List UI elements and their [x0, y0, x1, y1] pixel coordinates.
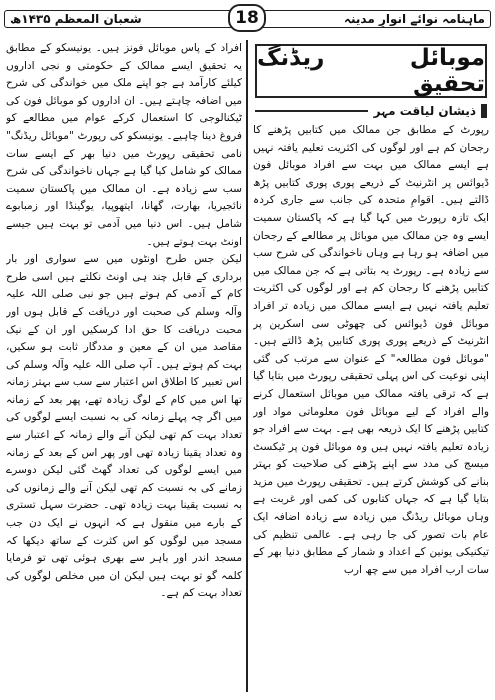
article-title: موبائل ریڈنگ تحقیق: [257, 45, 485, 97]
author-name: ذیشان لیاقت مہر: [373, 104, 476, 118]
page-number: 18: [228, 4, 266, 32]
right-column: [253, 40, 489, 695]
column-divider: [246, 40, 248, 692]
article-paragraph: افراد کے پاس موبائل فونز ہیں۔ یونیسکو کے مطابق یہ تحقیق ایسے ممالک کے حکومتی و نجی اداروں کیلئے کارآمد ہے جو اپنے ملک میں خواندگی کی شرح میں اضافہ چاہتے ہیں۔ ان اداروں کو موبائل فون کی ٹیکنالوجی کا استعمال کرکے عوام میں مطالعے کو فروغ دینا چاہیے۔ یونیسکو کی رپورٹ "موبائل ریڈنگ" نامی تحقیقی رپورٹ میں دنیا بھر کے ایسے سات ممالک کو شامل کیا گیا ہے جہاں ناخواندگی کی شرح سب سے زیادہ ہے۔ ان ممالک میں پاکستان سمیت نائجیریا، بھارت، گھانا، ایتھوپیا، یوگینڈا اور زمبابوے شامل ہیں۔ اس دنیا میں آدمی تو بہت ہیں جیسے اونٹ بہت ہوتے ہیں۔: [6, 42, 242, 248]
left-column: [6, 40, 242, 695]
page-header: [4, 4, 491, 34]
author-rule: [255, 110, 368, 112]
magazine-name: ماہنامہ نوائے انوارِ مدینہ: [343, 12, 485, 26]
author-marker: [481, 104, 487, 118]
article-paragraph: رپورٹ کے مطابق جن ممالک میں کتابیں پڑھنے کا رجحان کم ہے اور لوگوں کی اکثریت تعلیم یافتہ نہیں ہے ایسے ممالک میں بہت سے افراد موبائل فون ڈیوائس پر انٹرنیٹ کے ذریعے پوری پوری کتابیں پڑھ ڈالتے ہیں۔ اقوامِ متحدہ کی جانب سے جاری کردہ ایک تازہ رپورٹ میں کہا گیا ہے کہ پاکستان سمیت ایسے وہ جن ممالک میں موبائل پر مطالعے کے رجحان میں اضافہ ہو رہا ہے وہاں ناخواندگی کی شرح سب سے زیادہ ہے۔ رپورٹ یہ بتاتی ہے کہ جن ممالک میں کتابیں پڑھنے کا رجحان کم ہے اور لوگوں کی اکثریت تعلیم یافتہ نہیں ہے ایسے ممالک میں زیادہ تر افراد موبائل فون ڈیوائس کی چھوٹی سی اسکرین پر انٹرنیٹ کے ذریعے پوری پوری کتابیں پڑھ ڈالتے ہیں۔ "موبائل فون مطالعہ" کے عنوان سے مرتب کی گئی اپنی نوعیت کی اس پہلی تحقیقی رپورٹ میں بتایا گیا ہے کہ ترقی یافتہ ممالک میں موبائل استعمال کرنے والے افراد کے لیے موبائل فون معلوماتی مواد اور کتابیں پڑھنے کا ایک ذریعہ بھی ہے۔ بہت سے افراد جو زیادہ تعلیم یافتہ نہیں ہیں وہ موبائل فون پر ٹیکسٹ میسج کی مدد سے اپنے پڑھنے کی صلاحیت کو بہتر بنانے کی کوشش کرتے ہیں۔ تحقیقی رپورٹ میں مزید بتایا گیا ہے کہ جہاں کتابوں کی کمی اور غربت ہے وہاں موبائل ریڈنگ میں زیادہ سے زیادہ اضافہ ایک عام بات تصور کی جا رہی ہے۔ عالمی تنظیم کی تیکنیکی یونین کے اعداد و شمار کے مطابق دنیا بھر کے سات ارب افراد میں سے چھ ارب: [253, 124, 489, 576]
title-box: [255, 44, 487, 98]
article-paragraph: لیکن جس طرح اونٹوں میں سے سواری اور بار برداری کے قابل چند ہی اونٹ نکلتے ہیں اسی طرح کام کے آدمی کم ہوتے ہیں جو نبی صلی اللہ علیہ وآلہ وسلم کی صحبت اور دریافت کے قابل ہوں اور محبت دریافت کا حق ادا کرسکیں اور ان کے نیک مقاصد میں ان کے معین و مددگار ثابت ہو سکیں، بہت کم ہوتے ہیں۔ آپ صلی اللہ علیہ وآلہ وسلم کی اس تعبیر کا اطلاق اس اعتبار سے سب سے بہتر زمانہ تھا اس میں کام کے لوگ زیادہ تھے، پھر بعد کے زمانہ میں اگر چہ پہلے زمانہ کی بہ نسبت ایسے لوگوں کی تعداد بہت کم تھی لیکن آنے والے زمانہ کے اعتبار سے وہ تعداد یقینا زیادہ تھی اور پھر اس کے بعد کے زمانہ میں ایسے لوگوں کی تعداد گھٹ گئی لیکن دوسرے زمانے کی بہ نسبت کم تھی لیکن آنے والے زمانوں کی بہ نسبت یقینا بہت زیادہ تھی۔ حضرت سہل تستری کے بارے میں منقول ہے کہ انہوں نے ایک دن جب مسجد میں لوگوں کو اس کثرت کے ساتھ دیکھا کہ مسجد اندر اور باہر سے بھری ہوئی تھی تو فرمایا کلمہ گو تو بہت ہیں لیکن ان میں مخلص لوگوں کی تعداد بہت کم ہے۔: [6, 253, 242, 600]
issue-date: شعبان المعظم ۱۴۳۵ھ: [10, 12, 142, 26]
author-row: [255, 104, 487, 118]
